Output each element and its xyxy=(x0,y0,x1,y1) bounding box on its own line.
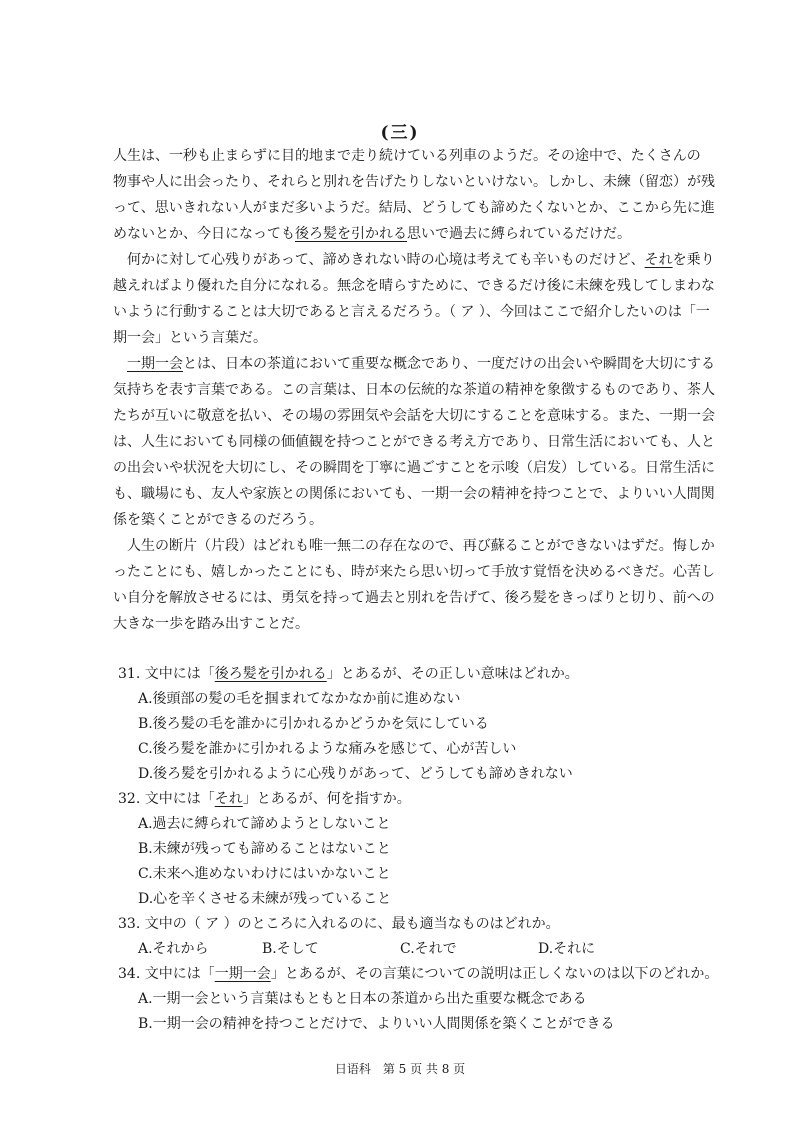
question-text: 34. 文中には「 xyxy=(118,966,215,982)
passage-line xyxy=(113,221,703,247)
underlined-phrase: 一期一会 xyxy=(214,966,271,982)
underlined-phrase: それ xyxy=(644,252,673,268)
passage-line: 物事や人に出会ったり、それらと別れを告げたりしないといけない。しかし、未練（留恋）が残 xyxy=(113,174,715,190)
passage-line xyxy=(113,247,715,273)
text-run: 思いで過去に縛られているだけだ。 xyxy=(407,226,631,242)
underlined-phrase: 後ろ髪を引かれる xyxy=(295,226,407,242)
passage-line: 越えればより優れた自分になれる。無念を晴らすために、できるだけ後に未練を残してしまわな xyxy=(113,278,715,294)
passage-line: 気持ちを表す言葉である。この言葉は、日本の伝統的な茶道の精神を象徴するものであり、茶人 xyxy=(113,382,715,398)
option-31-a[interactable]: A.後頭部の髪の毛を掴まれてなかなか前に進めない xyxy=(138,691,461,707)
page-footer: 日语科 第 5 页 共 8 页 xyxy=(334,1062,466,1076)
text-run: とは、日本の茶道において重要な概念であり、一度だけの出会いや瞬間を大切にする xyxy=(183,356,715,372)
underlined-phrase: 一期一会 xyxy=(127,356,183,372)
passage-line xyxy=(113,351,715,377)
underlined-phrase: それ xyxy=(214,791,243,807)
question-text: 」とあるが、その言葉についての説明は正しくないのは以下のどれか。 xyxy=(270,966,719,982)
question-32 xyxy=(118,786,708,812)
text-run: めないとか、今日になっても xyxy=(113,226,295,242)
passage-line: 係を築くことができるのだろう。 xyxy=(113,512,323,528)
question-text: 」とあるが、その正しい意味はどれか。 xyxy=(326,666,579,682)
option-32-c[interactable]: C.未来へ進めないわけにはいかないこと xyxy=(138,866,391,882)
passage-line: 大きな一歩を踏み出すことだ。 xyxy=(113,616,309,632)
question-33: 33. 文中の（ ア ）のところに入れるのに、最も適当なものはどれか。 xyxy=(118,916,560,932)
passage-line: いように行動することは大切であると言えるだろう。（ ア ）、今回はここで紹介したいのは「一 xyxy=(113,304,710,320)
option-31-b[interactable]: B.後ろ髪の毛を誰かに引かれるかどうかを気にしている xyxy=(138,716,489,732)
passage-line: 人生の断片（片段）はどれも唯一無二の存在なので、再び蘇ることができないはずだ。悔しか xyxy=(113,538,715,554)
option-32-d[interactable]: D.心を辛くさせる未練が残っていること xyxy=(138,891,392,907)
option-31-d[interactable]: D.後ろ髪を引かれるように心残りがあって、どうしても諦めきれない xyxy=(138,766,573,782)
question-text: 」とあるが、何を指すか。 xyxy=(242,791,411,807)
passage-line: い自分を解放させるには、勇気を持って過去と別れを告げて、後ろ髪をきっぱりと切り、前への xyxy=(113,590,715,606)
option-row-33 xyxy=(138,936,698,962)
question-34 xyxy=(118,961,719,987)
passage-line: ったことにも、嬉しかったことにも、時が来たら思い切って手放す覚悟を決めるべきだ。心苦し xyxy=(113,564,715,580)
option-33-b[interactable]: B.そして xyxy=(262,941,319,957)
option-32-b[interactable]: B.未練が残っても諦めることはないこと xyxy=(138,841,391,857)
option-31-c[interactable]: C.後ろ髪を誰かに引かれるような痛みを感じて、心が苦しい xyxy=(138,741,517,757)
question-text: 32. 文中には「 xyxy=(118,791,215,807)
passage-line: は、人生においても同様の価値観を持つことができる考え方であり、日常生活においても、人と xyxy=(113,434,715,450)
option-34-a[interactable]: A.一期一会という言葉はもともと日本の茶道から出た重要な概念である xyxy=(138,991,587,1007)
text-run: 何かに対して心残りがあって、諦めきれない時の心境は考えても辛いものだけど、 xyxy=(113,252,645,268)
question-text: 31. 文中には「 xyxy=(118,666,215,682)
option-34-b[interactable]: B.一期一会の精神を持つことだけで、よりいい人間関係を築くことができる xyxy=(138,1016,615,1032)
question-31 xyxy=(118,661,708,687)
option-33-a[interactable]: A.それから xyxy=(138,941,209,957)
option-32-a[interactable]: A.過去に縛られて諦めようとしないこと xyxy=(138,816,391,832)
text-run: を乗り xyxy=(672,252,715,268)
passage-line: 期一会」という言葉だ。 xyxy=(113,330,267,346)
section-title: (三) xyxy=(380,123,420,143)
passage-line: たちが互いに敬意を払い、その場の雰囲気や会話を大切にすることを意味する。また、一期一会 xyxy=(113,408,715,424)
passage-line: も、職場にも、友人や家族との関係においても、一期一会の精神を持つことで、よりいい人間関 xyxy=(113,486,715,502)
option-33-d[interactable]: D.それに xyxy=(538,941,596,957)
passage-line: の出会いや状況を大切にし、その瞬間を丁寧に過ごすことを示唆（启发）している。日常生活に xyxy=(113,460,715,476)
option-33-c[interactable]: C.それで xyxy=(400,941,457,957)
passage-line: って、思いきれない人がまだ多いようだ。結局、どうしても諦めたくないとか、ここから先に進 xyxy=(113,200,715,216)
underlined-phrase: 後ろ髪を引かれる xyxy=(214,666,327,682)
passage-line: 人生は、一秒も止まらずに目的地まで走り続けている列車のようだ。その途中で、たくさんの xyxy=(113,148,701,164)
